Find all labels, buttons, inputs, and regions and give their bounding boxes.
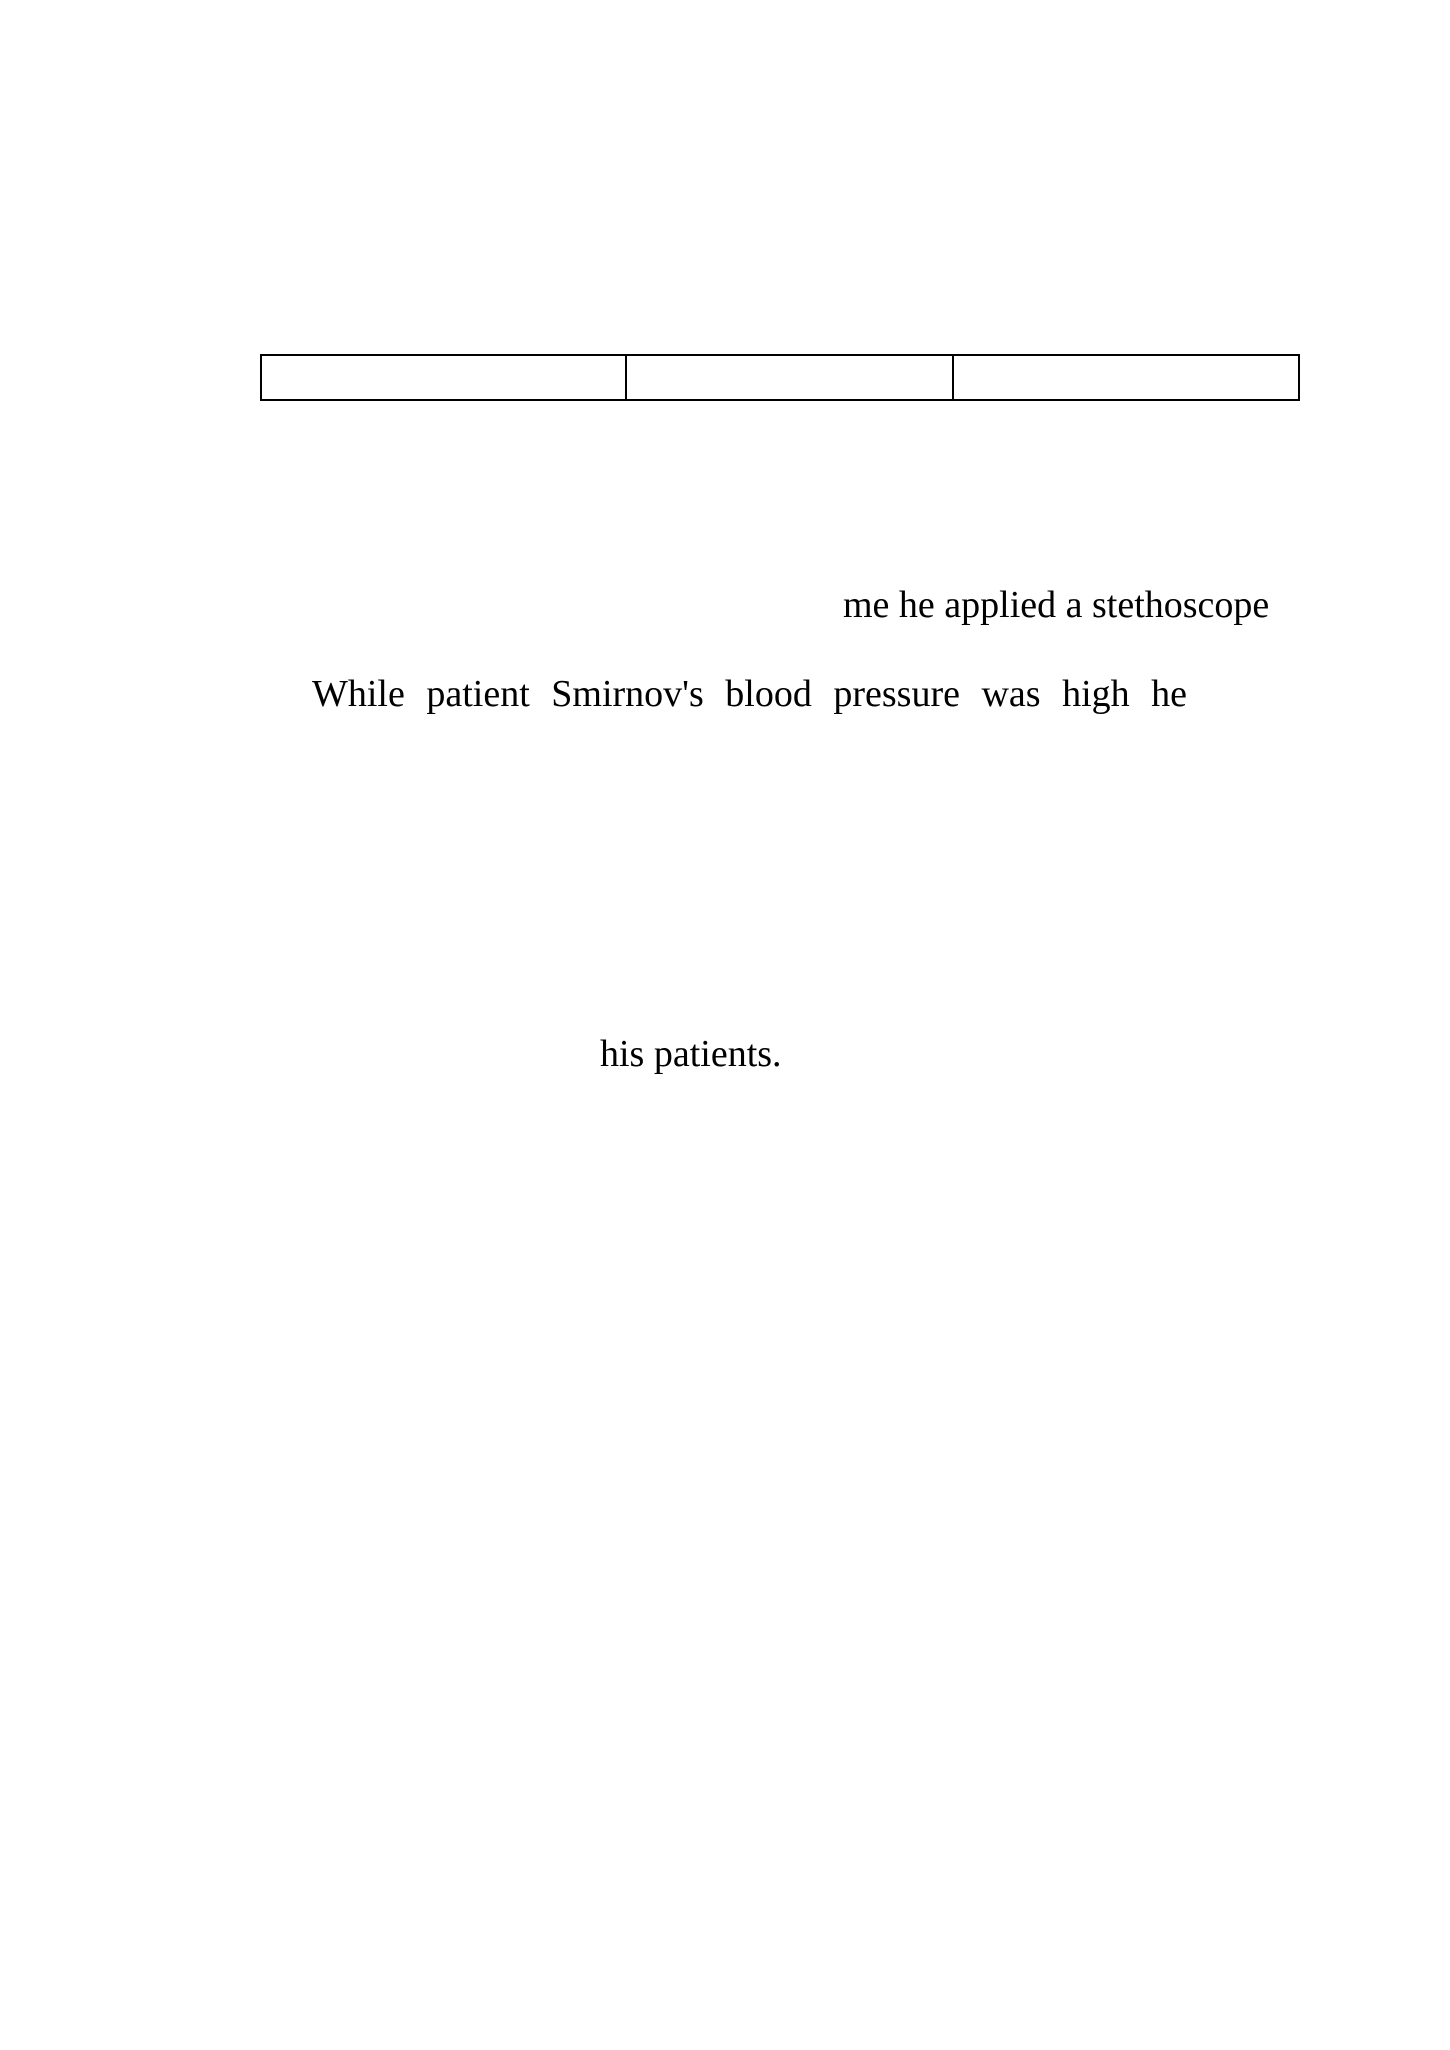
text-line-blood-pressure: While patient Smirnov's blood pressure was high he xyxy=(312,673,1187,715)
table-cell-2 xyxy=(626,355,953,400)
header-table xyxy=(260,354,1300,401)
table-cell-1 xyxy=(261,355,626,400)
table-cell-3 xyxy=(953,355,1299,400)
text-line-patients: his patients. xyxy=(600,1033,782,1075)
text-line-stethoscope: me he applied a stethoscope xyxy=(843,584,1270,626)
table-row xyxy=(261,355,1299,400)
